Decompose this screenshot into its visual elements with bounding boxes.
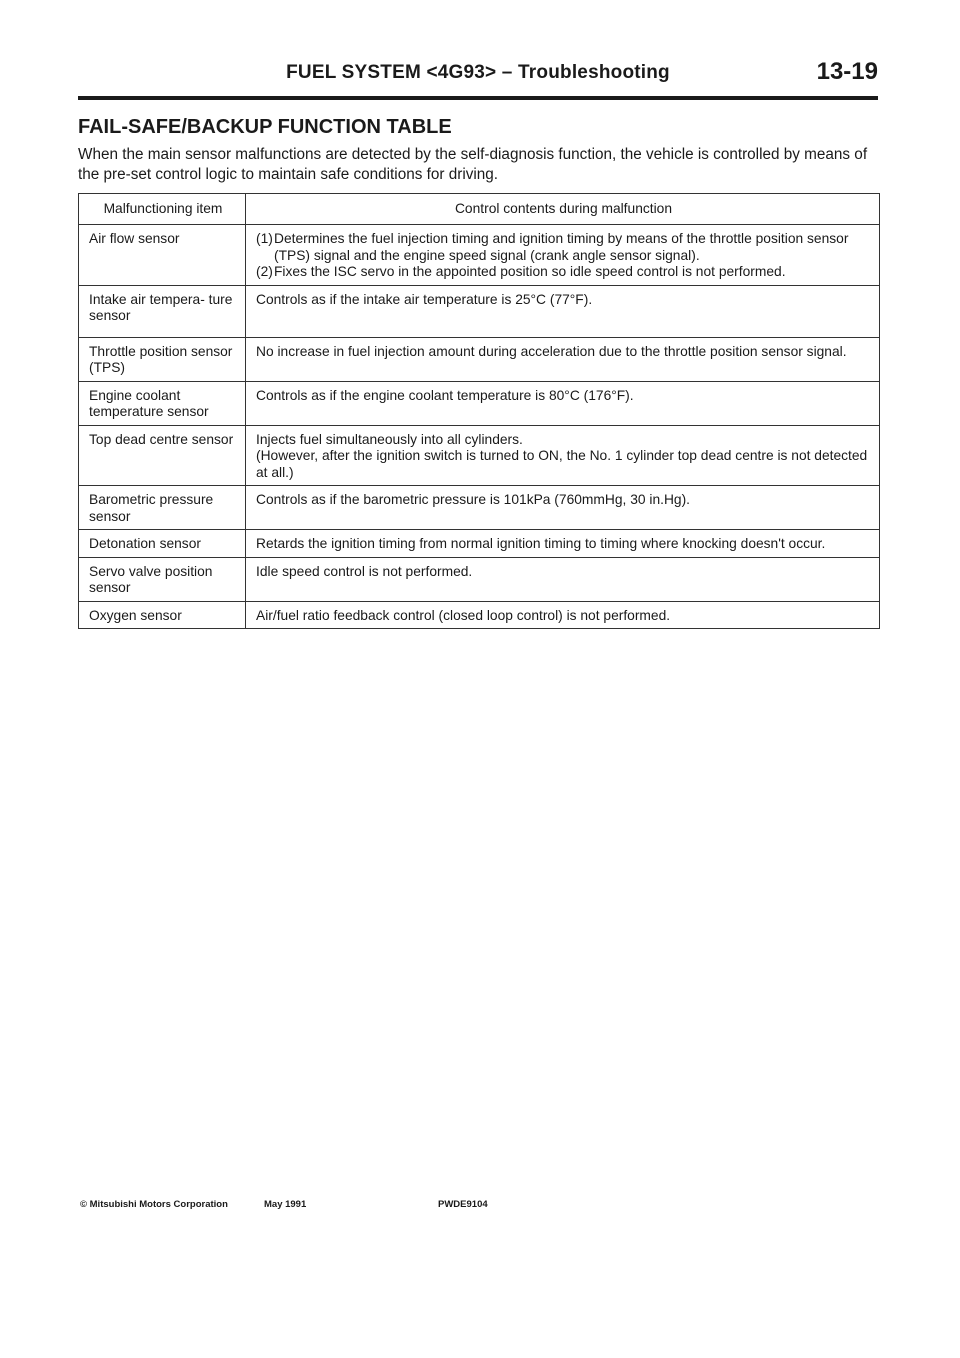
footer-date: May 1991	[264, 1199, 307, 1210]
table-row	[79, 486, 880, 530]
control-cell: Controls as if the intake air temperature is 25°C (77°F).	[246, 285, 880, 337]
control-cell: Controls as if the barometric pressure is 101kPa (760mmHg, 30 in.Hg).	[246, 486, 880, 530]
item-text: Detonation sensor	[89, 536, 201, 551]
table-row	[79, 601, 880, 629]
item-text: Barometric pressure sensor	[89, 492, 214, 524]
table-header-row	[79, 194, 880, 225]
footer-code: PWDE9104	[438, 1199, 488, 1210]
item-text: Oxygen sensor	[89, 607, 182, 623]
item-text: Servo valve position sensor	[89, 563, 213, 595]
footer-copyright: © Mitsubishi Motors Corporation	[80, 1199, 228, 1210]
control-subitem	[256, 264, 871, 281]
item-cell	[79, 337, 246, 381]
control-cell: Controls as if the engine coolant temperature is 80°C (176°F).	[246, 381, 880, 425]
subitem-number: (2)	[256, 264, 273, 279]
item-text: Throttle position sensor (TPS)	[89, 343, 233, 375]
control-cell: Idle speed control is not performed.	[246, 557, 880, 601]
failsafe-table	[78, 193, 880, 629]
table-row	[79, 557, 880, 601]
table-row	[79, 285, 880, 337]
intro-paragraph: When the main sensor malfunctions are detected by the self-diagnosis function, the vehicle is controlled by means of the pre-set control logic to maintain safe conditions for driving.	[78, 146, 868, 183]
subitem-number: (1)	[256, 231, 273, 246]
item-text: Top dead centre sensor	[89, 431, 234, 447]
table-row	[79, 530, 880, 558]
item-text: Engine coolant temperature sensor	[89, 387, 209, 419]
control-line: (However, after the ignition switch is turned to ON, the No. 1 cylinder top dead centre is not detected at all.)	[256, 448, 868, 480]
control-cell: No increase in fuel injection amount during acceleration due to the throttle position sensor signal.	[246, 337, 880, 381]
item-cell	[79, 285, 246, 337]
item-text: Intake air tempera- ture sensor	[89, 291, 233, 323]
column-header-item: Malfunctioning item	[79, 194, 246, 225]
header-title: FUEL SYSTEM <4G93> – Troubleshooting	[286, 62, 670, 83]
control-cell	[246, 425, 880, 486]
table-row	[79, 225, 880, 286]
item-cell	[79, 530, 246, 558]
control-line: Injects fuel simultaneously into all cylinders.	[256, 431, 523, 447]
section-title: FAIL-SAFE/BACKUP FUNCTION TABLE	[78, 116, 452, 138]
page-header	[78, 58, 878, 96]
column-header-control: Control contents during malfunction	[246, 194, 880, 225]
header-rule	[78, 96, 878, 100]
item-cell	[79, 601, 246, 629]
table-row	[79, 425, 880, 486]
item-cell	[79, 486, 246, 530]
item-cell	[79, 225, 246, 286]
item-cell	[79, 557, 246, 601]
item-cell	[79, 425, 246, 486]
table-row	[79, 381, 880, 425]
control-cell: Retards the ignition timing from normal ignition timing to timing where knocking doesn't occur.	[246, 530, 880, 558]
page-number: 13-19	[816, 58, 878, 85]
subitem-text: Determines the fuel injection timing and ignition timing by means of the throttle position sensor (TPS) signal and the engine speed signal (crank angle sensor signal).	[274, 231, 849, 263]
subitem-text: Fixes the ISC servo in the appointed position so idle speed control is not performed.	[274, 264, 786, 279]
control-subitem	[256, 231, 871, 264]
table-row	[79, 337, 880, 381]
control-cell: Air/fuel ratio feedback control (closed loop control) is not performed.	[246, 601, 880, 629]
item-cell	[79, 381, 246, 425]
control-cell	[246, 225, 880, 286]
item-text: Air flow sensor	[89, 231, 180, 246]
